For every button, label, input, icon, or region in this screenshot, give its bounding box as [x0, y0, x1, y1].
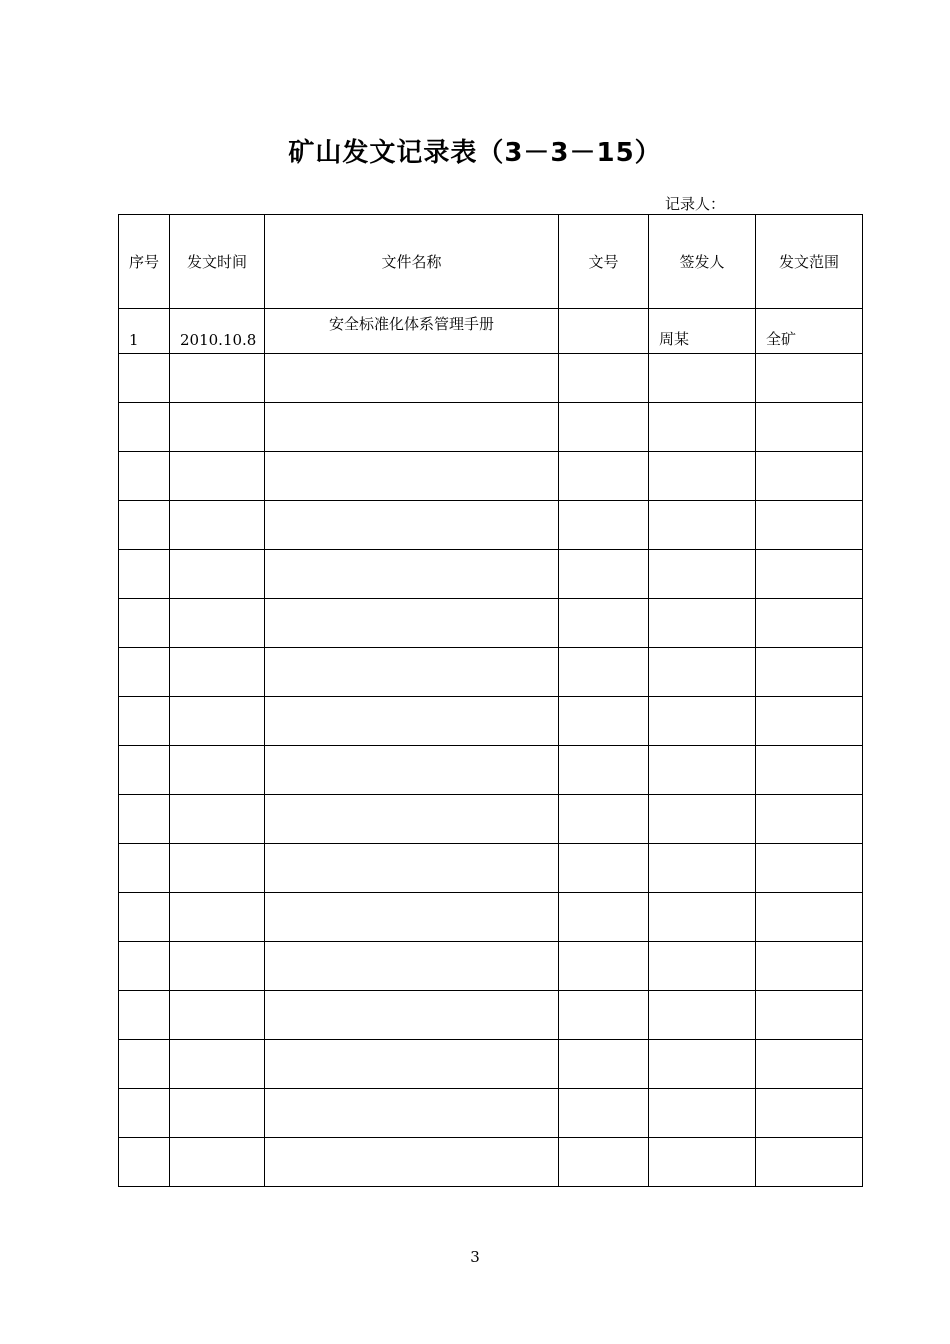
table-cell: [649, 991, 756, 1040]
table-cell: [265, 1138, 559, 1187]
table-cell: [559, 1089, 649, 1138]
table-cell: [649, 795, 756, 844]
table-cell: [559, 893, 649, 942]
table-cell: [119, 403, 170, 452]
table-cell: [170, 599, 265, 648]
table-cell: [756, 550, 863, 599]
table-cell: [265, 501, 559, 550]
table-cell: [265, 452, 559, 501]
table-cell: [649, 1089, 756, 1138]
table-cell: [756, 844, 863, 893]
table-cell: [559, 599, 649, 648]
table-cell: [559, 942, 649, 991]
table-cell: [170, 893, 265, 942]
table-cell: [559, 1040, 649, 1089]
table-cell: [265, 746, 559, 795]
table-row: [119, 795, 863, 844]
table-cell: [756, 501, 863, 550]
cell-seq-text: 1: [129, 331, 139, 349]
table-cell: [119, 746, 170, 795]
table-cell: [756, 697, 863, 746]
page-number: 3: [470, 1248, 480, 1266]
table-cell: [559, 1138, 649, 1187]
table-row: [119, 1138, 863, 1187]
table-cell: [265, 354, 559, 403]
cell-doc-no: [559, 309, 649, 354]
table-cell: [649, 403, 756, 452]
table-cell: [756, 403, 863, 452]
table-cell: [265, 1040, 559, 1089]
table-cell: [170, 648, 265, 697]
page-title: 矿山发文记录表（3－3－15）: [288, 138, 662, 168]
table-cell: [559, 403, 649, 452]
cell-scope: [756, 309, 863, 354]
table-cell: [119, 795, 170, 844]
table-cell: [756, 354, 863, 403]
table-cell: [170, 844, 265, 893]
table-cell: [170, 942, 265, 991]
table-cell: [170, 550, 265, 599]
table-cell: [119, 599, 170, 648]
table-cell: [119, 452, 170, 501]
cell-date: [170, 309, 265, 354]
table-cell: [756, 1138, 863, 1187]
table-row: [119, 648, 863, 697]
table-cell: [119, 1040, 170, 1089]
table-cell: [170, 991, 265, 1040]
table-cell: [265, 697, 559, 746]
table-cell: [649, 452, 756, 501]
table-row: [119, 550, 863, 599]
table-cell: [265, 403, 559, 452]
table-cell: [265, 648, 559, 697]
table-cell: [559, 550, 649, 599]
table-row: [119, 403, 863, 452]
table-cell: [119, 1138, 170, 1187]
table-cell: [170, 1138, 265, 1187]
table-cell: [265, 1089, 559, 1138]
cell-file-name: [265, 309, 559, 354]
table-cell: [170, 452, 265, 501]
table-cell: [756, 452, 863, 501]
header-issuer: 签发人: [649, 215, 756, 309]
table-cell: [119, 550, 170, 599]
table-cell: [170, 403, 265, 452]
cell-issuer: [649, 309, 756, 354]
table-cell: [170, 746, 265, 795]
table-cell: [119, 991, 170, 1040]
table-cell: [649, 599, 756, 648]
table-cell: [559, 697, 649, 746]
table-cell: [119, 893, 170, 942]
table-cell: [649, 1138, 756, 1187]
table-row: [119, 746, 863, 795]
table-cell: [649, 697, 756, 746]
table-cell: [559, 844, 649, 893]
table-cell: [119, 501, 170, 550]
header-file-name: 文件名称: [265, 215, 559, 309]
table-cell: [265, 844, 559, 893]
table-cell: [119, 942, 170, 991]
table-row: [119, 452, 863, 501]
table-cell: [265, 893, 559, 942]
table-cell: [170, 1089, 265, 1138]
table-cell: [756, 599, 863, 648]
table-cell: [756, 648, 863, 697]
table-cell: [559, 648, 649, 697]
table-row: [119, 844, 863, 893]
table-cell: [119, 648, 170, 697]
table-cell: [649, 648, 756, 697]
table-cell: [170, 354, 265, 403]
table-cell: [649, 501, 756, 550]
cell-file-name-text: 安全标准化体系管理手册: [328, 315, 494, 333]
table-cell: [756, 1089, 863, 1138]
table-row: [119, 501, 863, 550]
header-scope: 发文范围: [756, 215, 863, 309]
cell-date-text: 2010.10.8: [180, 331, 257, 349]
table-cell: [649, 844, 756, 893]
table-cell: [170, 795, 265, 844]
table-cell: [649, 1040, 756, 1089]
recorder-label: 记录人：: [665, 195, 726, 213]
cell-scope-text: 全矿: [766, 330, 797, 348]
table-cell: [756, 991, 863, 1040]
table-cell: [756, 746, 863, 795]
table-cell: [559, 452, 649, 501]
table-cell: [756, 942, 863, 991]
table-row: [119, 599, 863, 648]
table-cell: [265, 795, 559, 844]
table-cell: [756, 1040, 863, 1089]
table-cell: [559, 991, 649, 1040]
table-row: [119, 354, 863, 403]
table-cell: [756, 893, 863, 942]
table-cell: [265, 550, 559, 599]
table-cell: [119, 354, 170, 403]
table-cell: [559, 795, 649, 844]
table-header-row: [119, 215, 863, 309]
header-date: 发文时间: [170, 215, 265, 309]
table-cell: [170, 1040, 265, 1089]
table-row: [119, 1089, 863, 1138]
table-cell: [559, 354, 649, 403]
table-cell: [170, 501, 265, 550]
table-row: [119, 942, 863, 991]
table-cell: [119, 1089, 170, 1138]
table-cell: [649, 354, 756, 403]
table-cell: [649, 746, 756, 795]
cell-seq: [119, 309, 170, 354]
table-cell: [756, 795, 863, 844]
table-cell: [265, 942, 559, 991]
table-cell: [649, 550, 756, 599]
table-cell: [119, 697, 170, 746]
header-seq: 序号: [119, 215, 170, 309]
table-row: [119, 991, 863, 1040]
table-cell: [170, 697, 265, 746]
record-table: [118, 214, 863, 1187]
table-row: [119, 1040, 863, 1089]
table-cell: [649, 893, 756, 942]
table-cell: [265, 991, 559, 1040]
table-row: [119, 893, 863, 942]
table-cell: [265, 599, 559, 648]
table-cell: [119, 844, 170, 893]
cell-issuer-text: 周某: [659, 330, 690, 348]
table-row: [119, 697, 863, 746]
table-cell: [559, 501, 649, 550]
table-cell: [559, 746, 649, 795]
table-row: [119, 309, 863, 354]
table-cell: [649, 942, 756, 991]
header-doc-no: 文号: [559, 215, 649, 309]
